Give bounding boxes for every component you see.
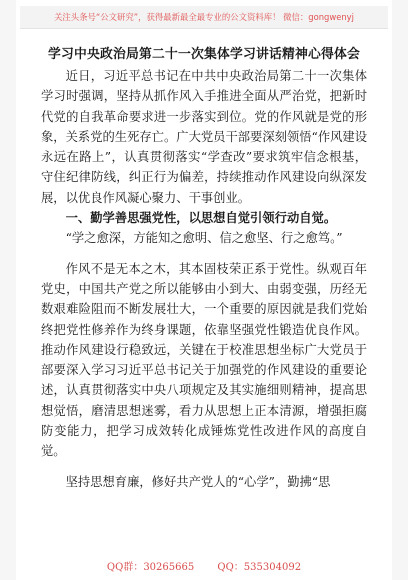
footer-qq: QQ：535304092	[217, 562, 302, 573]
paragraph-intro: 近日，习近平总书记在中共中央政治局第二十一次集体学习时强调，坚持从抓作风入手推进全面从严治党，把新时代党的自我革命要求进一步落实到位。党的作风就是党的形象，关系党的生死存亡。广大党员干部要深刻领悟“作风建设永远在路上”，认真贯彻落实“学查改”要求筑牢信念根基，守住纪律防线，纠正行为偏差，持续推动作风建设向纵深发展，以优良作风凝心聚力、干事创业。	[41, 69, 368, 205]
paragraph-quote: “学之愈深，方能知之愈明、信之愈坚、行之愈笃。”	[65, 231, 343, 246]
section-heading: 一、勤学善思强党性，以思想自觉引领行动自觉。	[65, 211, 337, 226]
document-title: 学习中央政治局第二十一次集体学习讲话精神心得体会	[48, 47, 360, 62]
header-banner: 关注头条号“公文研究”，获得最新最全最专业的公文资料库！ 微信：gongwenyj	[20, 6, 388, 29]
document-body	[41, 66, 367, 492]
footer-qq-group: QQ群：30265665	[106, 562, 195, 573]
footer-contact	[20, 559, 388, 577]
paragraph-continued: 坚持思想育廉，修好共产党人的“心学”，勤拂“思	[65, 474, 331, 489]
paragraph-party-spirit: 作风不是无本之木，其本固枝荣正系于党性。纵观百年党史，中国共产党之所以能够由小到大、由弱变强，历经无数艰难险阻而不断发展壮大，一个重要的原因就是我们党始终把党性修养作为终身课题，依靠坚强党性锻造优良作风。推动作风建设行稳致远，关键在于校准思想坐标广大党员于部要深入学习习近平总书记关于加强党的作风建设的重要论述，认真贯彻落实中央八项规定及其实施细则精神，提高思想觉悟，磨清思想迷雾，看力从思想上正本清源，增强拒腐防变能力，把学习成效转化成锤炼党性改进作风的高度自觉。	[41, 261, 367, 459]
